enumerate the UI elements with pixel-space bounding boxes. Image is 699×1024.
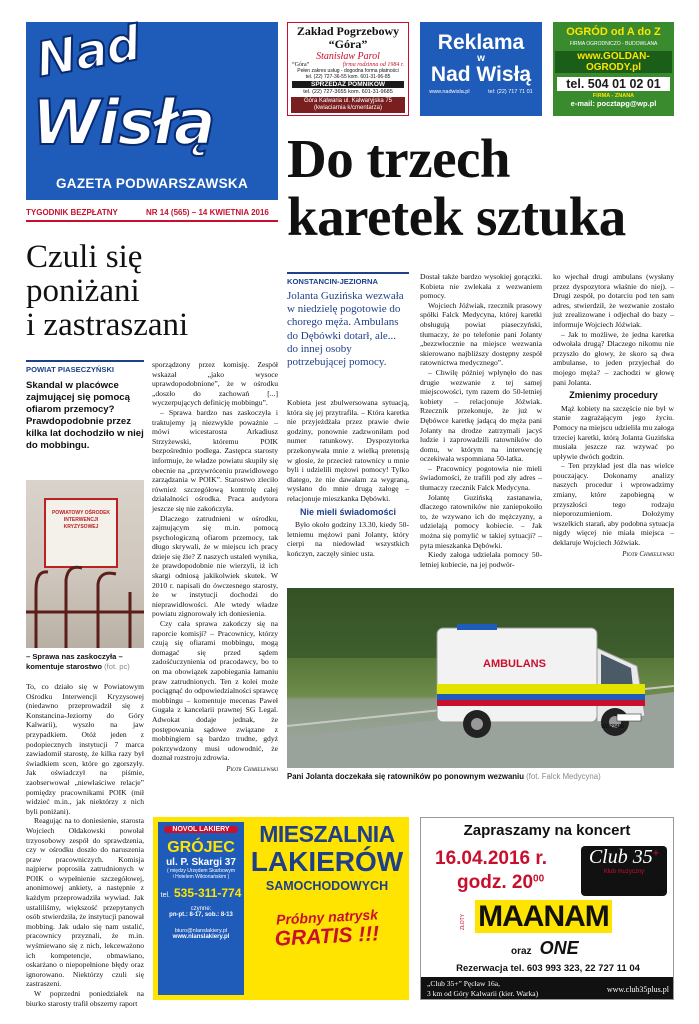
band2-name: ONE	[539, 938, 579, 958]
main-col1b-p1: Było około godziny 13.30, kiedy 50-letniemu mężowi pani Jolanty, który cierpi na niedowład wszystkich kończyn, zaczęły siniec usta.	[287, 520, 409, 558]
left-col2-p3: Dlaczego zatrudnieni w ośrodku, zajmującym się m.in. pomocą psychologiczną ofiarom przemocy, tak długo skrywali, że w miejscu ich pracy dzieje się źle? Z naszych ustaleń wynika, że prawdopodobnie nie wierzyli, iż ich skargi odniosą jakikolwiek skutek. W 2010 r. napisali do ówczesnego starosty, że w instytucji dochodzi do nieprawidłowości. Ale wtedy władze powiatu zignorowały ich doniesienia.	[152, 513, 278, 619]
lakiery-note2: i Hotelem Wiktoriańskim )	[172, 874, 230, 880]
lakiery-city: GRÓJEC	[167, 839, 235, 856]
left-col2-p2: – Sprawa bardzo nas zaskoczyła i traktujemy ją niezwykle poważnie – mówi wicestarosta Arkadiusz Strzyżewski, któremu POIK bezpośrednio podlega. Zastępca starosty informuje, że władze powiatu skupiły się obecnie na „przywróceniu prawidłowego zarządzania w POIK”. Starostwo zleciło również szczegółową kontrolę całej działalności ośrodka. Praca audytora jeszcze się nie zakończyła.	[152, 407, 278, 513]
left-lead: Skandal w placówce zajmującej się pomocą ofiarom przemocy? Prawdopodobnie przez kilka lat dochodziło w niej do mobbingu.	[26, 380, 144, 451]
main-col2-p1: Dostał także bardzo wysokiej gorączki. Kobieta nie zwlekała z wezwaniem pomocy.	[420, 272, 542, 301]
main-col2-p6: Kiedy załoga udzielała pomocy 50-letniej kobiecie, na jej podwór-	[420, 550, 542, 569]
club-sup: +	[652, 847, 660, 860]
band-name: MAANAM	[475, 900, 612, 933]
issue-label: NR 14 (565) – 14 KWIETNIA 2016	[146, 208, 269, 217]
ad-funeral[interactable]	[287, 22, 409, 116]
ad-reklama-brand: Nad Wisłą	[430, 63, 532, 86]
concert-time-sup: 00	[533, 873, 545, 885]
band-prefix: ZŁOTY	[460, 914, 467, 931]
ambulance-side-text: AMBULANS	[483, 658, 546, 670]
ad-funeral-brand: “Góra”	[292, 62, 310, 68]
concert-time: godz. 20	[457, 872, 534, 893]
ad-funeral-phones: tel. (22) 727-36-55 kom. 601-31-96-85	[305, 74, 391, 80]
main-col3b-p1: Mąż kobiety na szczęście nie był w stanie zagrażającym jego życiu. Pomocy na miejscu udzieliła mu załoga trzeciej karetki, którą Jolanta Guzińska musiała jeszcze raz wzywać po upływie dwóch godzin.	[553, 403, 674, 461]
main-photo-caption	[287, 772, 677, 781]
left-col1-p3: W poprzedni poniedziałek na biurko starosty trafił obszerny raport	[26, 989, 144, 1008]
left-article-col1	[26, 682, 144, 1008]
ad-garden-title: OGRÓD od A do Z	[566, 26, 661, 38]
ad-lakiery[interactable]	[153, 817, 409, 1000]
lakiery-hours-label: czynne:	[190, 906, 212, 912]
main-headline-line2: karetek sztuka	[287, 186, 626, 247]
left-article-col2	[152, 360, 278, 775]
main-col1	[287, 398, 409, 559]
ambulance-plate: WZ 23456	[601, 724, 625, 730]
main-headline-line1: Do trzech	[287, 128, 511, 189]
main-headline	[287, 130, 677, 246]
masthead-rule	[26, 220, 278, 222]
lakiery-left-panel	[158, 822, 244, 995]
left-photo-caption	[26, 652, 144, 671]
main-col2-p3: – Chwilę później wpłynęło do nas drugie wezwanie z tej samej miejscowości, tym razem do 50-letniej kobiety – relacjonuje Jóźwiak. Rzecznik przekonuje, że już w Dębówce karetkę jadącą do męża pani Jolanty na drodze zatrzymali jacyś ludzie i zaprowadzili ratowników do domu, w którym na interwencję oczekiwała wspomniana 50-latka.	[420, 367, 542, 464]
ad-funeral-address2: (kwiaciarnia k/cmentarza)	[313, 105, 383, 111]
ad-funeral-phone2: tel. (22) 727-3655 kom. 601-31-9685	[303, 89, 393, 95]
main-col3-p2: – Jak to możliwe, że jedna karetka odwołała drugą? Dlaczego nikomu nie przyszło do głowy, że skoro są dwa ambulanse, to jeden przyjechał do mojego męża? – zachodzi w głowę pani Jolanta.	[553, 329, 674, 387]
ad-garden-subtitle: FIRMA OGRODNICZO - BUDOWLANA	[569, 41, 658, 47]
ad-funeral-owner: Stanisław Parol	[316, 51, 380, 62]
lakiery-web: www.nlanslakiery.pl	[172, 934, 230, 940]
concert-date: 16.04.2016 r.	[435, 848, 547, 869]
ad-funeral-title: Zakład Pogrzebowy	[296, 24, 400, 38]
main-col2-p4: – Pracownicy pogotowia nie mieli świadomości, że trafili pod zły adres – tłumaczy rzecznik Falck Medycyna.	[420, 463, 542, 493]
main-kicker: KONSTANCIN-JEZIORNA	[287, 272, 409, 286]
lakiery-tel-label: tel.	[160, 892, 170, 899]
main-caption-credit: (fot. Falck Medycyna)	[526, 772, 601, 781]
lakiery-hours: pn-pt.: 8-17, sob.: 8-13	[169, 912, 233, 918]
ambulance-scene	[287, 588, 674, 768]
photo-ambulance	[287, 588, 674, 768]
main-col3	[553, 272, 674, 559]
main-sub1: Nie mieli świadomości	[299, 506, 397, 517]
left-col2-p1: sporządzony przez komisję. Zespół wskazał „jako wysoce uprawdopodobnione”, że w ośrodku „doszło do zachowań [...] wyczerpujących definicję mobbingu”.	[152, 360, 278, 408]
ad-funeral-monuments: SPRZEDAŻ POMNIKÓW	[292, 81, 404, 88]
ad-reklama[interactable]	[420, 22, 542, 116]
main-col2-p2: Wojciech Jóźwiak, rzecznik prasowy spółki Falck Medycyna, której karetki obsługują powiat piaseczyński, tłumaczy, że po telefonie pani Jolanty „bezzwłocznie na miejsce wezwania skierowano najbliższy dostępny zespół ratownictwa medycznego”.	[420, 300, 542, 368]
left-col2-p4: Czy cała sprawa zakończy się na raporcie komisji? – Pracownicy, którzy czują się ofiarami mobbingu, mogą domagać się przed sądem zadośćuczynienia od pracodawcy, bo to on ma obowiązek zapobiegania łamaniu praw zatrudnionych. Ten z kolei może pociągnąć do odpowiedzialności sprawcę mobbingu – komentuje mecenas Paweł Gugała z kancelarii prawnej SG Legal. Adwokat dodaje jednak, że postępowania sądowe związane z mobbingiem są bardzo trudne, gdyż pokrzywdzony musi udowodnić, że doznał rozstroju zdrowia.	[152, 619, 278, 763]
sign-text: POWIATOWY OŚRODEK INTERWENCJI KRYZYSOWEJ	[51, 510, 111, 530]
lakiery-promo1: Próbny natrysk	[275, 906, 379, 928]
ad-funeral-name: “Góra”	[328, 37, 368, 51]
ad-garden[interactable]	[553, 22, 674, 116]
left-title-line2: poniżani	[26, 273, 140, 309]
lakiery-tel: 535-311-774	[173, 886, 242, 900]
lakiery-big1: MIESZALNIA	[259, 821, 395, 847]
main-caption-text: Pani Jolanta doczekała się ratowników po ponownym wezwaniu	[287, 772, 524, 781]
logo	[26, 15, 278, 172]
fence-bars	[26, 480, 144, 648]
ad-reklama-tel: tel: (22) 717 71 01	[488, 89, 533, 95]
logo-line1: Nad	[31, 15, 144, 89]
masthead	[26, 15, 278, 200]
ad-garden-web: www.GOLDAN-OGRODY.pl	[555, 51, 672, 73]
concert-web: www.club35plus.pl	[606, 985, 669, 994]
ad-garden-badge: FIRMA - ZNANA	[592, 93, 635, 99]
concert-oraz: oraz	[511, 946, 532, 957]
ad-garden-phone: tel. 504 01 02 01	[557, 77, 670, 91]
ad-concert[interactable]	[420, 817, 674, 1000]
left-caption-credit: (fot. pc)	[104, 661, 130, 671]
lakiery-big3: SAMOCHODOWYCH	[265, 879, 389, 893]
main-byline: Piotr Chmielewski	[622, 549, 674, 558]
left-kicker: POWIAT PIASECZYŃSKI	[26, 360, 144, 374]
photo-poik-sign	[26, 480, 144, 648]
ad-funeral-owner-note: firma rodzinna od 1984 r.	[342, 62, 404, 68]
main-col1-p1: Kobieta jest zbulwersowana sytuacją, która się jej przytrafiła. – Która karetka nie przyjeżdżała przez prawie dwie godziny, ponownie zadzwoniłam pod numer ratunkowy. Dyspozytorka przekonywała mnie z wielką pretensją w głosie, że przecież ratownicy u mnie byli i udzielili mężowi pomocy! Tylko dlatego, że nie dawałam za wygraną, wysłano do mnie drugą załogę – relacjonuje mieszkanka Dębówki.	[287, 398, 409, 503]
concert-addr1: „Club 35+” Pęcław 16a,	[427, 979, 500, 988]
main-lead: Jolanta Guzińska wezwała w niedzielę pogotowie do chorego męża. Ambulans do Dębówki dotarł, ale... do innej osoby potrzebującej pomocy.	[287, 290, 404, 369]
left-col1-p2: Reagując na to doniesienie, starosta Wojciech Ołdakowski powołał trzyosobowy zespół do sprawdzenia, czy w ośrodku doszło do naruszenia praw pracowniczych. Komisja najpierw poprosiła zatrudnionych w POIK o wypełnienie szczegółowej, anonimowej ankiety, a następnie z każdym przeprowadziła wywiad. Jak ustaliliśmy, większość przepytanych osób stwierdziła, że instytucji panował mobbing. Jak udało się nam ustalić, pracownicy przyznali, że m.in. wyśmiewano się z nich, lekceważono ich kompetencje, obmawiano, oskarżano o niepopełnione błędy oraz ignorowano. Niektórzy czuli się zastraszeni.	[26, 816, 144, 989]
main-col2	[420, 272, 542, 569]
club-logo	[581, 846, 667, 896]
ad-reklama-w: w	[477, 53, 485, 64]
weekly-label: TYGODNIK BEZPŁATNY	[26, 208, 118, 217]
left-caption-text: – Sprawa nas zaskoczyła – komentuje starostwo	[26, 652, 123, 671]
lakiery-big2: LAKIERÓW	[250, 846, 404, 877]
concert-title: Zapraszamy na koncert	[463, 822, 631, 839]
logo-subtitle: GAZETA PODWARSZAWSKA	[56, 176, 248, 191]
ad-funeral-services: Pełen zakres usług - dogodna forma płatności	[297, 68, 399, 74]
club-name: Club 35	[588, 846, 653, 868]
left-title-line3: i zastraszani	[26, 307, 189, 343]
logo-line2: Wisłą	[32, 86, 214, 159]
lakiery-email: biuro@nlanslakiery.pl	[174, 928, 228, 934]
lakiery-note1: ( między Urzędem Skarbowym	[166, 868, 236, 874]
left-byline: Piotr Chmielewski	[226, 764, 278, 773]
main-col3-p1: ko wjechał drugi ambulans (wysłany przez dyspozytora właśnie do niej). – Drugi zespół, po dotarciu pod ten sam adres, stwierdził, że wezwanie zostało już zrealizowane i odjechał do bazy – informuje Wojciech Jóźwiak.	[553, 272, 674, 329]
ad-reklama-web: www.nadwisla.pl	[429, 89, 470, 95]
left-title-line1: Czuli się	[26, 239, 143, 275]
band-block	[455, 900, 655, 934]
concert-addr2: 3 km od Góry Kalwarii (kier. Warka)	[427, 989, 539, 998]
main-col3b-p2: – Ten przykład jest dla nas wielce pouczający. Dokonamy analizy naszych procedur i wprowadzimy zmiany, które zapobiegną w przyszłości tego rodzaju nieporozumieniom. Dołożymy wszelkich starań, aby podobna sytuacja nigdy więcej nie miała miejsca – deklaruje Wojciech Jóźwiak.	[553, 461, 674, 548]
ad-funeral-address: Góra Kalwaria ul. Kalwaryjska 75	[303, 98, 393, 104]
ad-garden-email: e-mail: pocztapg@wp.pl	[570, 99, 657, 108]
club-sub: Klub muzyczny	[603, 869, 645, 875]
main-col2-p5: Jolantę Guzińską zastanawia, dlaczego ratowników nie zaniepokoiło to, że wzywano ich do mężczyzny, a udzielają pomocy kobiecie. – Jak można się pomylić w takiej sytuacji? – pyta mieszkanka Dębówki.	[420, 492, 542, 550]
concert-booking: Rezerwacja tel. 603 993 323, 22 727 11 04	[456, 963, 640, 974]
lakiery-brand: NOVOL LAKIERY	[164, 826, 238, 833]
lakiery-right	[249, 821, 405, 949]
left-article-title	[26, 240, 278, 342]
lakiery-street: ul. P. Skargi 37	[166, 857, 236, 868]
ad-reklama-title: Reklama	[437, 31, 525, 54]
main-sub2: Zmienimy procedury	[569, 390, 658, 401]
left-col1-p1: To, co działo się w Powiatowym Ośrodku Interwencji Kryzysowej (niedawno przeprowadził się z Konstancina-Jeziorny do Góry Kalwarii), wyszło na jaw przypadkiem. Otóż jeden z podopiecznych instytucji 7 marca zawiadomił starostę, że kilka razy był świadkiem scen, które go zgorszyły. Jak oświadczył na piśmie, zaobserwował „niewłaściwe relacje” pomiędzy pracownikami POIK (mił widzieć m.in., jak niektórzy z nich byli poniżani).	[26, 682, 144, 816]
lakiery-promo2: GRATIS !!!	[274, 922, 380, 951]
